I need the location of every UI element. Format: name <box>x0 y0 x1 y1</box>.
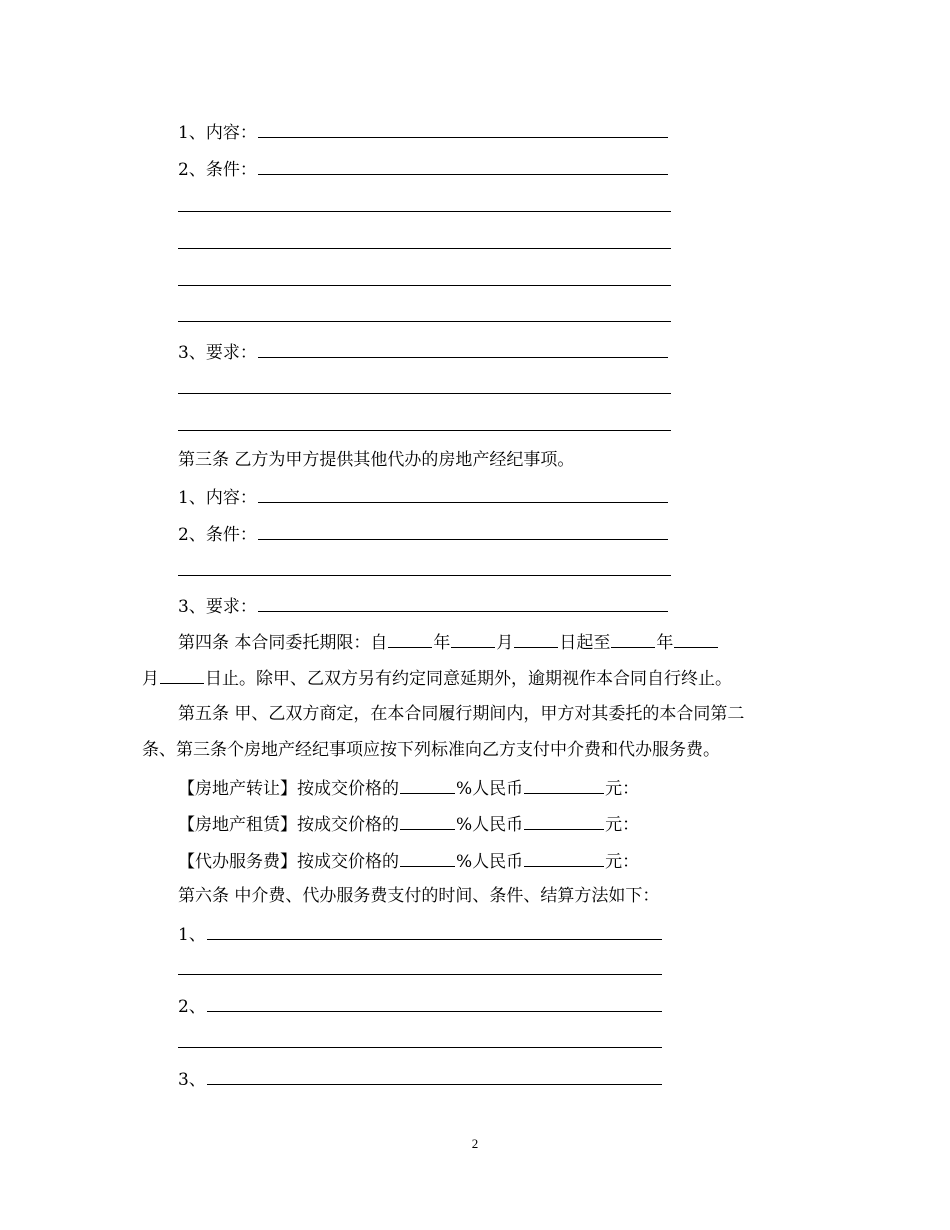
s6-heading: 第六条 中介费、代办服务费支付的时间、条件、结算方法如下： <box>178 886 660 906</box>
blank-line[interactable] <box>160 666 204 684</box>
fee-unit-label: 元： <box>605 779 640 799</box>
fee-row-transfer <box>178 776 639 800</box>
fee-pct-label: %人民币 <box>456 852 524 872</box>
s2-item-condition <box>178 157 669 181</box>
s2-item-content <box>178 120 669 144</box>
blank-line[interactable] <box>258 485 668 503</box>
s3-item-content-label: 1、内容： <box>178 488 257 508</box>
blank-line[interactable] <box>400 849 455 867</box>
fee-unit-label: 元： <box>605 852 640 872</box>
blank-line[interactable] <box>207 994 662 1012</box>
month-label: 月 <box>142 669 159 689</box>
blank-line[interactable] <box>178 1047 662 1048</box>
s4-rest: 日止。除甲、乙双方另有约定同意延期外，逾期视作本合同自行终止。 <box>205 669 732 689</box>
blank-line[interactable] <box>258 340 668 358</box>
blank-line[interactable] <box>258 522 668 540</box>
month-label: 月 <box>496 633 514 653</box>
fee-label: 【房地产租赁】按成交价格的 <box>178 815 399 835</box>
s3-item-requirement-label: 3、要求： <box>178 597 257 617</box>
day-from-label: 日起至 <box>559 633 611 653</box>
s5-line2: 条、第三条个房地产经纪事项应按下列标准向乙方支付中介费和代办服务费。 <box>142 740 720 760</box>
blank-line[interactable] <box>400 812 455 830</box>
page-number: 2 <box>471 1136 479 1151</box>
blank-line[interactable] <box>207 922 662 940</box>
s6-item-2-label: 2、 <box>178 997 206 1017</box>
blank-line[interactable] <box>207 1067 662 1085</box>
blank-line[interactable] <box>178 575 671 576</box>
blank-line[interactable] <box>178 974 662 975</box>
blank-line[interactable] <box>258 157 668 175</box>
blank-line[interactable] <box>524 776 604 794</box>
fee-label: 【房地产转让】按成交价格的 <box>178 779 399 799</box>
fee-label: 【代办服务费】按成交价格的 <box>178 852 399 872</box>
s3-item-requirement <box>178 594 669 618</box>
s6-item-2 <box>178 994 663 1018</box>
blank-line[interactable] <box>451 630 495 648</box>
blank-line[interactable] <box>400 776 455 794</box>
blank-line[interactable] <box>524 812 604 830</box>
s5-line1: 第五条 甲、乙双方商定，在本合同履行期间内，甲方对其委托的本合同第二 <box>178 704 745 724</box>
fee-row-service <box>178 849 639 873</box>
s4-prefix: 第四条 本合同委托期限：自 <box>178 633 388 653</box>
s4-line1 <box>178 630 719 654</box>
fee-row-lease <box>178 812 639 836</box>
s3-item-content <box>178 485 669 509</box>
s3-item-condition <box>178 522 669 546</box>
blank-line[interactable] <box>611 630 655 648</box>
blank-line[interactable] <box>258 120 668 138</box>
s6-item-3 <box>178 1067 663 1091</box>
blank-line[interactable] <box>674 630 718 648</box>
year-label: 年 <box>656 633 674 653</box>
blank-line[interactable] <box>178 211 671 212</box>
s6-item-3-label: 3、 <box>178 1070 206 1090</box>
blank-line[interactable] <box>514 630 558 648</box>
s3-heading: 第三条 乙方为甲方提供其他代办的房地产经纪事项。 <box>178 450 575 470</box>
year-label: 年 <box>433 633 451 653</box>
fee-pct-label: %人民币 <box>456 779 524 799</box>
fee-pct-label: %人民币 <box>456 815 524 835</box>
blank-line[interactable] <box>524 849 604 867</box>
s6-item-1 <box>178 922 663 946</box>
blank-line[interactable] <box>178 393 671 394</box>
blank-line[interactable] <box>178 285 671 286</box>
blank-line[interactable] <box>178 321 671 322</box>
s3-item-condition-label: 2、条件： <box>178 525 257 545</box>
s4-line2 <box>142 666 732 690</box>
s6-item-1-label: 1、 <box>178 925 206 945</box>
s2-item-requirement <box>178 340 669 364</box>
s2-item-requirement-label: 3、要求： <box>178 343 257 363</box>
blank-line[interactable] <box>178 430 671 431</box>
blank-line[interactable] <box>258 594 668 612</box>
blank-line[interactable] <box>178 248 671 249</box>
fee-unit-label: 元： <box>605 815 640 835</box>
s2-item-content-label: 1、内容： <box>178 123 257 143</box>
s2-item-condition-label: 2、条件： <box>178 160 257 180</box>
blank-line[interactable] <box>388 630 432 648</box>
